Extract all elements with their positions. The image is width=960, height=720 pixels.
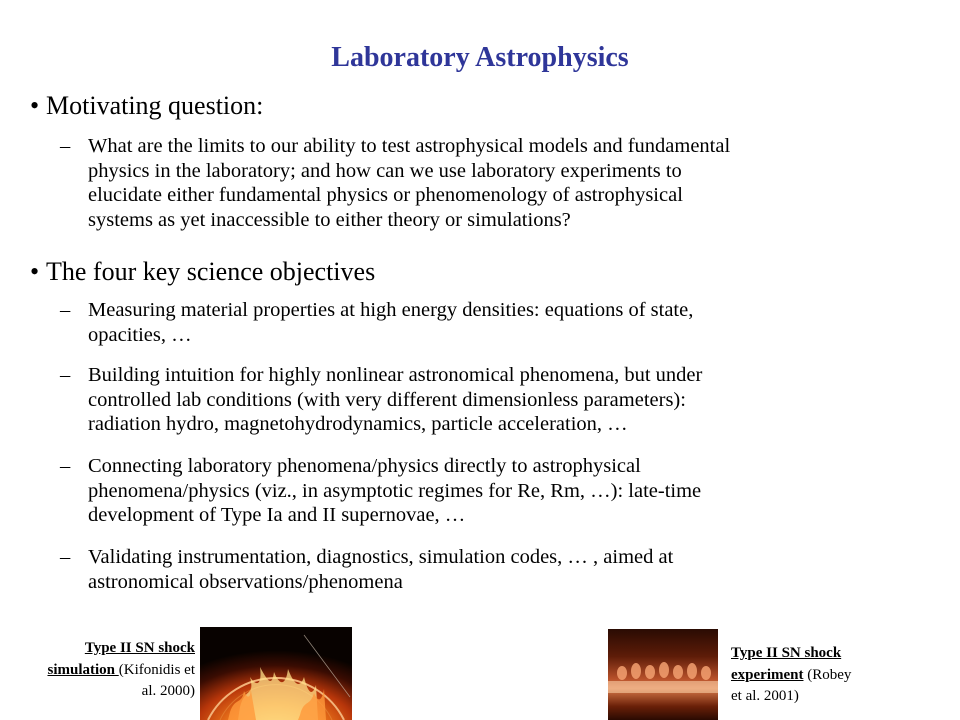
subitem-text: [88, 454, 940, 528]
caption-link-line2[interactable]: experiment: [731, 666, 804, 683]
caption-link-line1[interactable]: Type II SN shock: [84, 640, 195, 656]
subitem-line: Building intuition for highly nonlinear astronomical phenomena, but under: [88, 364, 703, 386]
subitem-text: [88, 363, 940, 437]
subitem-text: [88, 134, 940, 232]
subitem-line: development of Type Ia and II supernovae, …: [88, 504, 466, 527]
bullet-marker: •: [30, 91, 40, 120]
dash-marker: –: [60, 455, 71, 477]
subitem-line: controlled lab conditions (with very different dimensionless parameters):: [88, 388, 686, 411]
bullet-text: The four key science objectives: [46, 257, 376, 286]
dash-marker: –: [60, 546, 71, 568]
subitem-line: opacities, …: [88, 323, 192, 346]
subitem-building-intuition: [60, 363, 940, 437]
bullet-marker: •: [30, 257, 40, 286]
subitem-motivating-question: [60, 134, 940, 232]
subitem-text: [88, 545, 940, 594]
subitem-line: Measuring material properties at high energy densities: equations of state,: [88, 299, 694, 321]
subitem-line: radiation hydro, magnetohydrodynamics, particle acceleration, …: [88, 413, 628, 436]
caption-citation-year: et al. 2001): [731, 688, 799, 704]
supernova-simulation-image: [200, 627, 352, 720]
subitem-connecting-phenomena: [60, 454, 940, 528]
subitem-material-properties: [60, 298, 940, 347]
subitem-line: elucidate either fundamental physics or phenomenology of astrophysical: [88, 184, 683, 207]
dash-marker: –: [60, 135, 71, 157]
subitem-line: What are the limits to our ability to test astrophysical models and fundamental: [88, 135, 731, 157]
caption-link-line2[interactable]: simulation: [47, 661, 119, 678]
subitem-line: phenomena/physics (viz., in asymptotic regimes for Re, Rm, …): late-time: [88, 479, 702, 502]
subitem-line: physics in the laboratory; and how can we use laboratory experiments to: [88, 159, 682, 182]
supernova-experiment-image: [608, 629, 718, 720]
caption-link-line1[interactable]: Type II SN shock: [731, 645, 842, 661]
caption-citation-year: al. 2000): [141, 683, 195, 699]
slide-title: Laboratory Astrophysics: [331, 42, 629, 73]
caption-citation: (Robey: [803, 666, 852, 683]
caption-experiment: [731, 643, 891, 708]
subitem-line: astronomical observations/phenomena: [88, 570, 403, 593]
dash-marker: –: [60, 364, 71, 386]
subitem-line: Validating instrumentation, diagnostics, simulation codes, … , aimed at: [88, 546, 674, 568]
dash-marker: –: [60, 299, 71, 321]
subitem-validating-instrumentation: [60, 545, 940, 594]
bullet-text: Motivating question:: [46, 91, 264, 120]
subitem-text: [88, 298, 940, 347]
caption-simulation: [4, 638, 195, 703]
caption-citation: (Kifonidis et: [118, 661, 195, 678]
subitem-line: systems as yet inaccessible to either theory or simulations?: [88, 208, 571, 231]
subitem-line: Connecting laboratory phenomena/physics directly to astrophysical: [88, 455, 641, 477]
